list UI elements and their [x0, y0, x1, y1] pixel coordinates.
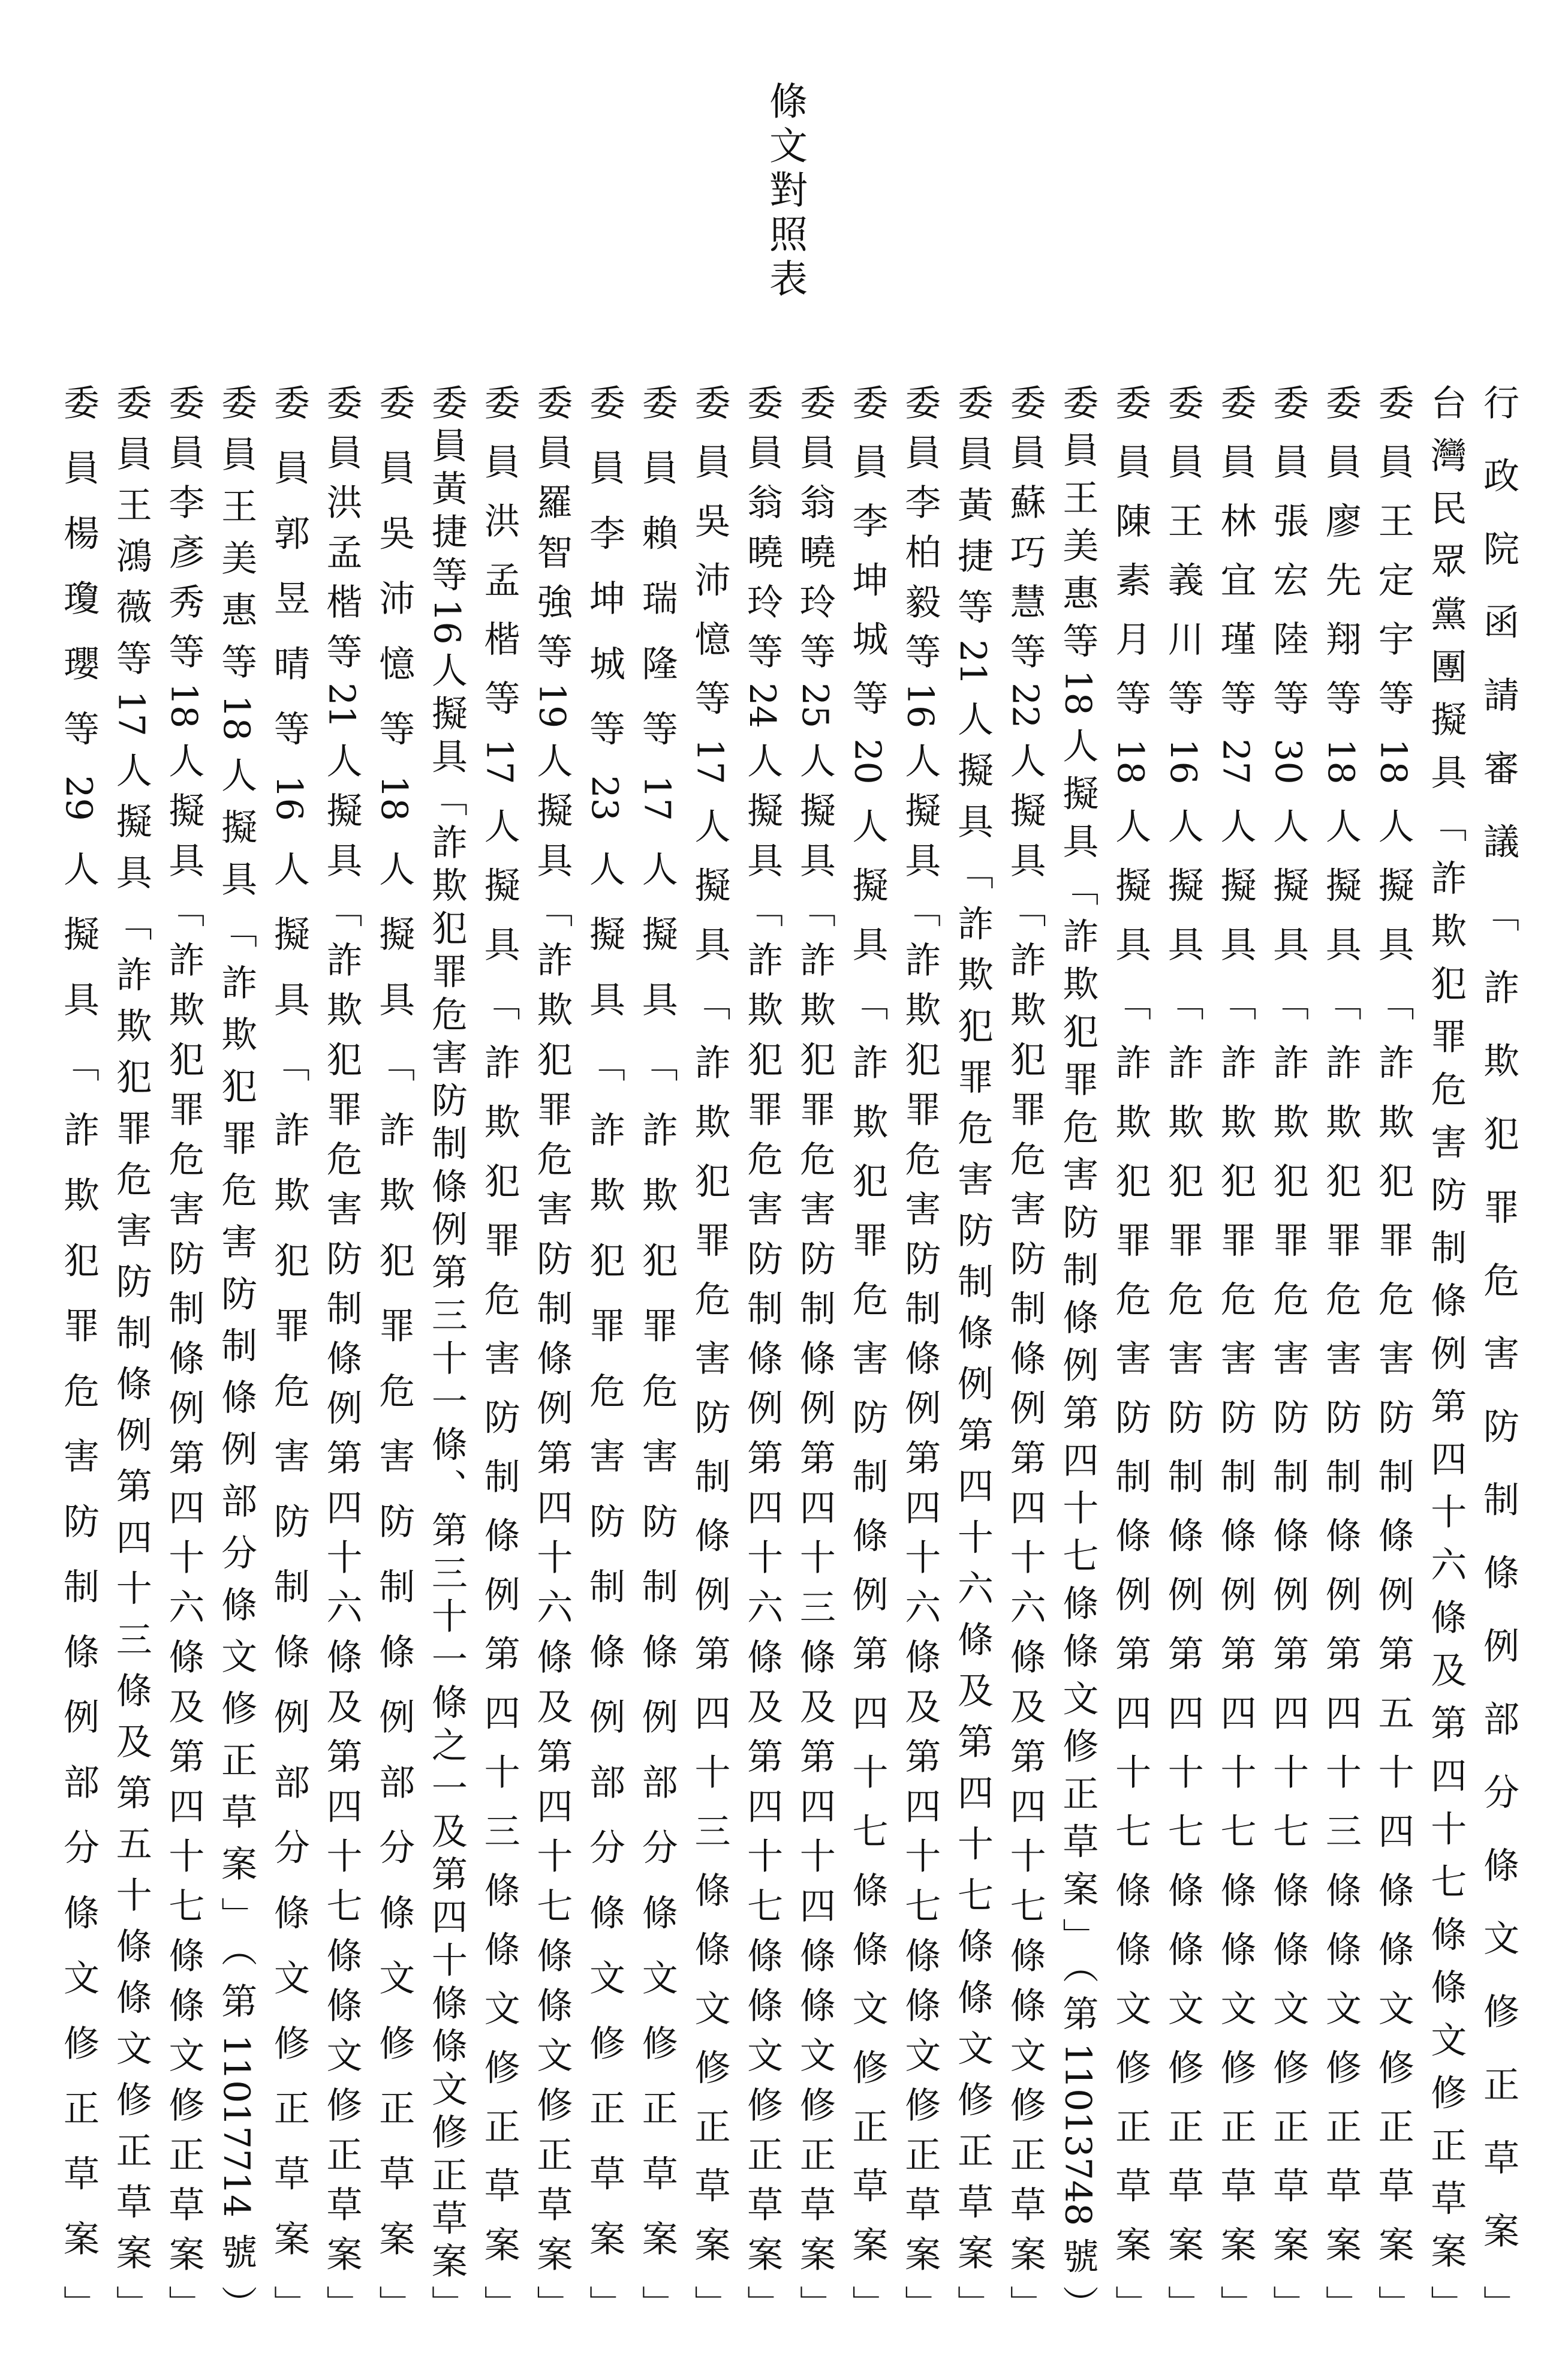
text-column: 委員陳素月等18人擬具「詐欺犯罪危害防制條例第四十七條條文修正草案」: [1109, 384, 1152, 2321]
text-column: 委員廖先翔等18人擬具「詐欺犯罪危害防制條例第四十三條條文修正草案」: [1319, 384, 1362, 2321]
text-column: 委員吳沛憶等17人擬具「詐欺犯罪危害防制條例第四十三條條文修正草案」: [688, 384, 731, 2321]
text-columns: [57, 384, 1520, 2321]
page-title: 條文對照表: [763, 81, 807, 303]
text-column: 委員吳沛憶等18人擬具「詐欺犯罪危害防制條例部分條文修正草案」: [373, 384, 416, 2321]
text-column: 委員郭昱晴等16人擬具「詐欺犯罪危害防制條例部分條文修正草案」: [267, 384, 310, 2321]
text-column: 委員翁曉玲等25人擬具「詐欺犯罪危害防制條例第四十三條及第四十四條條文修正草案」: [793, 384, 836, 2321]
text-column: 委員蘇巧慧等22人擬具「詐欺犯罪危害防制條例第四十六條及第四十七條條文修正草案」: [1004, 384, 1046, 2321]
text-column: 委員李坤城等23人擬具「詐欺犯罪危害防制條例部分條文修正草案」: [583, 384, 626, 2321]
text-column: 台灣民眾黨團擬具「詐欺犯罪危害防制條例第四十六條及第四十七條條文修正草案」: [1425, 384, 1467, 2321]
text-column: 委員張宏陸等30人擬具「詐欺犯罪危害防制條例第四十七條條文修正草案」: [1267, 384, 1310, 2321]
text-column: 委員林宜瑾等27人擬具「詐欺犯罪危害防制條例第四十七條條文修正草案」: [1214, 384, 1257, 2321]
text-column: 委員王美惠等18人擬具「詐欺犯罪危害防制條例部分條文修正草案」（第11017714號）: [215, 384, 258, 2321]
text-column: 委員黃捷等21人擬具「詐欺犯罪危害防制條例第四十六條及第四十七條條文修正草案」: [951, 384, 994, 2321]
text-column: 委員黃捷等16人擬具「詐欺犯罪危害防制條例第三十一條、第三十一條之一及第四十條條文修正草案」: [425, 384, 468, 2321]
text-column: 委員楊瓊瓔等29人擬具「詐欺犯罪危害防制條例部分條文修正草案」: [58, 384, 100, 2321]
text-column: 委員翁曉玲等24人擬具「詐欺犯罪危害防制條例第四十六條及第四十七條條文修正草案」: [741, 384, 784, 2321]
text-column: 委員王鴻薇等17人擬具「詐欺犯罪危害防制條例第四十三條及第五十條條文修正草案」: [110, 384, 152, 2321]
text-column: 委員李柏毅等16人擬具「詐欺犯罪危害防制條例第四十六條及第四十七條條文修正草案」: [899, 384, 941, 2321]
text-column: 委員王定宇等18人擬具「詐欺犯罪危害防制條例第五十四條條文修正草案」: [1372, 384, 1414, 2321]
text-column: 委員洪孟楷等17人擬具「詐欺犯罪危害防制條例第四十三條條文修正草案」: [478, 384, 520, 2321]
text-column: 委員賴瑞隆等17人擬具「詐欺犯罪危害防制條例部分條文修正草案」: [636, 384, 678, 2321]
text-column: 委員洪孟楷等21人擬具「詐欺犯罪危害防制條例第四十六條及第四十七條條文修正草案」: [320, 384, 363, 2321]
text-column: 委員李彥秀等18人擬具「詐欺犯罪危害防制條例第四十六條及第四十七條條文修正草案」: [162, 384, 205, 2321]
text-column: 委員王義川等16人擬具「詐欺犯罪危害防制條例第四十七條條文修正草案」: [1161, 384, 1204, 2321]
text-column: 委員李坤城等20人擬具「詐欺犯罪危害防制條例第四十七條條文修正草案」: [846, 384, 889, 2321]
text-column: 行政院函請審議「詐欺犯罪危害防制條例部分條文修正草案」: [1477, 384, 1519, 2321]
text-column: 委員王美惠等18人擬具「詐欺犯罪危害防制條例第四十七條條文修正草案」（第11013748號）: [1057, 384, 1099, 2321]
text-column: 委員羅智強等19人擬具「詐欺犯罪危害防制條例第四十六條及第四十七條條文修正草案」: [531, 384, 573, 2321]
